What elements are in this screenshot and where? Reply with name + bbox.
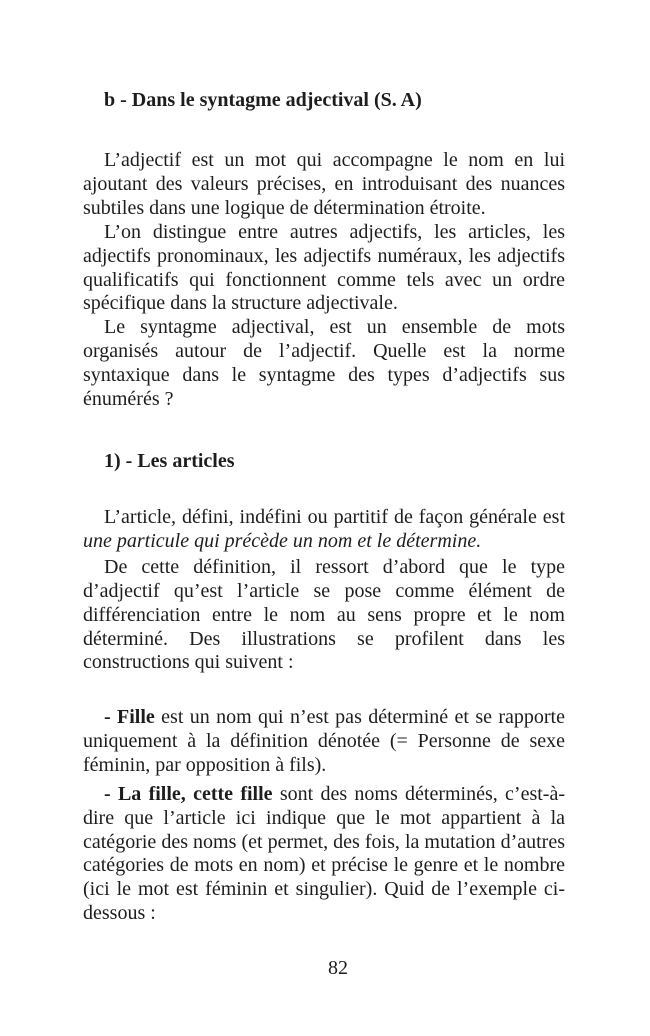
- text-line: [83, 831, 565, 855]
- text-line: [83, 269, 565, 293]
- text-line: [83, 783, 565, 807]
- text-line: [83, 245, 565, 269]
- paragraph: [83, 221, 565, 316]
- text-line: [83, 878, 565, 902]
- text-segment: spécifique dans la structure adjectivale.: [83, 292, 398, 315]
- bold-text: - La fille,: [104, 783, 186, 806]
- paragraph: [83, 316, 565, 411]
- paragraph: [83, 706, 565, 777]
- text-line: [83, 89, 565, 113]
- text-segment: constructions qui suivent :: [83, 651, 294, 674]
- text-segment: énumérés ?: [83, 387, 174, 410]
- text-segment: L’on distingue entre autres adjectifs, les articles, les: [104, 220, 565, 243]
- text-segment: subtiles dans une logique de détermination étroite.: [83, 196, 486, 219]
- text-segment: sont des noms déterminés, c’est-à-: [272, 783, 565, 806]
- text-line: [83, 388, 565, 412]
- text-line: [83, 221, 565, 245]
- text-line: [83, 604, 565, 628]
- text-segment: d’adjectif qu’est l’article se pose comme élément de: [83, 579, 565, 602]
- text-line: [83, 292, 565, 316]
- text-line: [83, 730, 565, 754]
- text-segment: L’adjectif est un mot qui accompagne le nom en lui: [104, 148, 565, 171]
- text-line: [83, 580, 565, 604]
- text-segment: dessous :: [83, 902, 156, 925]
- text-segment: catégories de mots en nom) et précise le genre et le nombre: [83, 854, 565, 877]
- paragraph: [83, 556, 565, 675]
- text-segment: ajoutant des valeurs précises, en introduisant des nuances: [83, 172, 565, 195]
- text-segment: syntaxique dans le syntagme des types d’adjectifs sus: [83, 363, 565, 386]
- text-line: [83, 651, 565, 675]
- text-segment: féminin, par opposition à fils).: [83, 753, 327, 776]
- text-line: [83, 807, 565, 831]
- bold-text: b - Dans le syntagme adjectival (S. A): [104, 89, 422, 111]
- text-segment: est un nom qui n’est pas déterminé et se rapporte: [154, 706, 565, 729]
- text-segment: catégorie des noms (et permet, des fois, la mutation d’autres: [83, 830, 565, 853]
- text-segment: [186, 783, 193, 805]
- text-line: [83, 754, 565, 778]
- section-heading: [83, 89, 565, 113]
- text-column: [83, 0, 565, 926]
- text-line: [83, 340, 565, 364]
- section-heading: [83, 450, 565, 474]
- page-number: 82: [328, 957, 348, 979]
- text-segment: déterminé. Des illustrations se profilent dans les: [83, 627, 565, 650]
- text-line: [83, 854, 565, 878]
- text-line: [83, 450, 565, 474]
- bold-text: - Fille: [104, 706, 155, 729]
- text-segment: L’article, défini, indéfini ou partitif de façon générale est: [104, 506, 565, 529]
- text-line: [83, 149, 565, 173]
- text-segment: adjectifs pronominaux, les adjectifs numéraux, les adjectifs: [83, 244, 565, 267]
- paragraph: [83, 149, 565, 220]
- paragraph: [83, 783, 565, 926]
- text-line: [83, 316, 565, 340]
- paragraph: [83, 506, 565, 554]
- text-line: [83, 364, 565, 388]
- text-line: [83, 902, 565, 926]
- text-line: [83, 706, 565, 730]
- text-segment: dire que l’article ici indique que le mot appartient à la: [83, 806, 565, 829]
- text-line: [83, 506, 565, 530]
- text-line: [83, 628, 565, 652]
- text-line: [83, 556, 565, 580]
- text-line: [83, 173, 565, 197]
- text-line: [83, 197, 565, 221]
- text-segment: uniquement à la définition dénotée (= Personne de sexe: [83, 729, 565, 752]
- text-segment: (ici le mot est féminin et singulier). Quid de l’exemple ci-: [83, 878, 565, 901]
- bold-text: 1) - Les articles: [104, 450, 235, 473]
- text-segment: différenciation entre le nom au sens propre et le nom: [83, 603, 565, 626]
- text-segment: organisés autour de l’adjectif. Quelle est la norme: [83, 339, 565, 362]
- text-segment: Le syntagme adjectival, est un ensemble de mots: [104, 316, 565, 339]
- text-segment: De cette définition, il ressort d’abord que le type: [104, 556, 565, 579]
- text-line: [83, 530, 565, 554]
- text-segment: qualificatifs qui fonctionnent comme tels avec un ordre: [83, 268, 565, 291]
- bold-text: cette fille: [193, 783, 273, 806]
- italic-text: une particule qui précède un nom et le détermine.: [83, 529, 482, 552]
